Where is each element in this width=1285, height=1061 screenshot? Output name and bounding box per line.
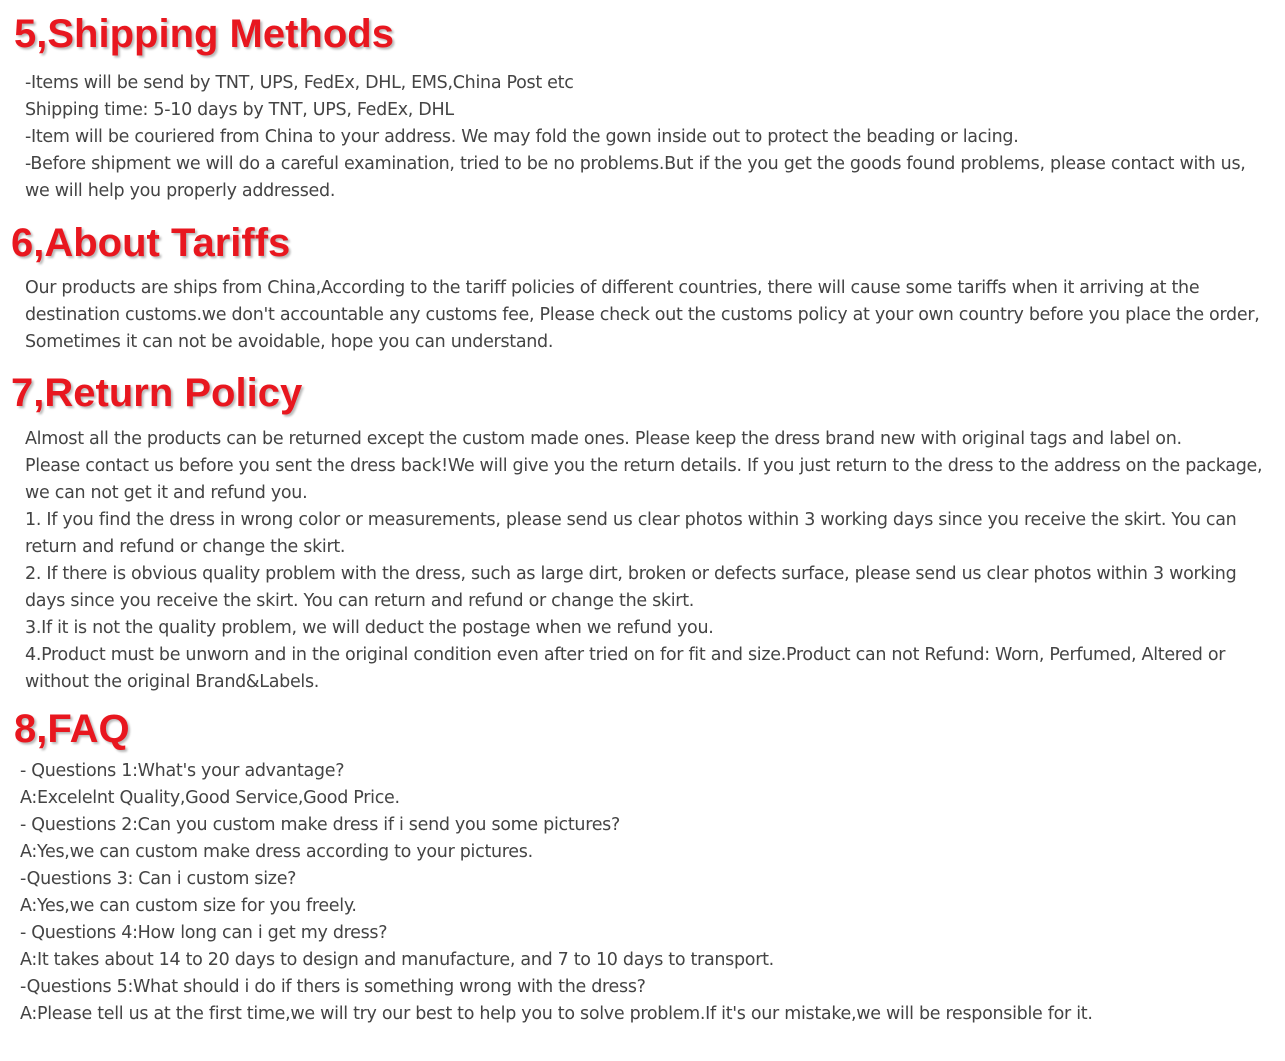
shipping-line: -Before shipment we will do a careful examination, tried to be no problems.But if the you get the goods found problems, please contact with us, we will help you properly addressed. [25, 154, 1246, 201]
shipping-methods-heading: 5,Shipping Methods [14, 12, 394, 56]
faq-answer: A:It takes about 14 to 20 days to design and manufacture, and 7 to 10 days to transport. [20, 950, 774, 970]
faq-question: - Questions 4:How long can i get my dress? [20, 923, 388, 943]
faq-answer: A:Please tell us at the first time,we will try our best to help you to solve problem.If it's our mistake,we will be responsible for it. [20, 1004, 1093, 1024]
shipping-line: Shipping time: 5-10 days by TNT, UPS, FedEx, DHL [25, 100, 454, 120]
about-tariffs-text [25, 275, 1280, 356]
faq-answer: A:Excelelnt Quality,Good Service,Good Price. [20, 788, 400, 808]
shipping-line: -Item will be couriered from China to your address. We may fold the gown inside out to protect the beading or lacing. [25, 127, 1019, 147]
faq-answer: A:Yes,we can custom size for you freely. [20, 896, 357, 916]
faq-heading: 8,FAQ [14, 707, 130, 751]
faq-question: - Questions 1:What's your advantage? [20, 761, 345, 781]
faq-question: -Questions 5:What should i do if thers is something wrong with the dress? [20, 977, 646, 997]
faq-text [20, 758, 1270, 1028]
faq-question: -Questions 3: Can i custom size? [20, 869, 297, 889]
tariffs-paragraph: Our products are ships from China,According to the tariff policies of different countries, there will cause some tariffs when it arriving at the destination customs.we don't accountable any customs fee, Please check out the customs policy at your own country before you place the order, Sometimes it can not be avoidable, hope you can understand. [25, 278, 1260, 352]
return-line: Please contact us before you sent the dress back!We will give you the return details. If you just return to the dress to the address on the package, we can not get it and refund you. [25, 456, 1263, 503]
return-policy-text [25, 426, 1275, 696]
return-line: 1. If you find the dress in wrong color or measurements, please send us clear photos within 3 working days since you receive the skirt. You can return and refund or change the skirt. [25, 510, 1237, 557]
return-line: 3.If it is not the quality problem, we will deduct the postage when we refund you. [25, 618, 714, 638]
return-line: 4.Product must be unworn and in the original condition even after tried on for fit and size.Product can not Refund: Worn, Perfumed, Altered or without the original Brand&Labels. [25, 645, 1226, 692]
about-tariffs-heading: 6,About Tariffs [11, 221, 291, 265]
return-line: 2. If there is obvious quality problem with the dress, such as large dirt, broken or defects surface, please send us clear photos within 3 working days since you receive the skirt. You can return and refund or change the skirt. [25, 564, 1237, 611]
shipping-methods-text [25, 70, 1270, 205]
shipping-line: -Items will be send by TNT, UPS, FedEx, DHL, EMS,China Post etc [25, 73, 574, 93]
return-policy-heading: 7,Return Policy [11, 371, 303, 415]
faq-answer: A:Yes,we can custom make dress according to your pictures. [20, 842, 533, 862]
return-line: Almost all the products can be returned except the custom made ones. Please keep the dress brand new with original tags and label on. [25, 429, 1182, 449]
faq-question: - Questions 2:Can you custom make dress if i send you some pictures? [20, 815, 620, 835]
